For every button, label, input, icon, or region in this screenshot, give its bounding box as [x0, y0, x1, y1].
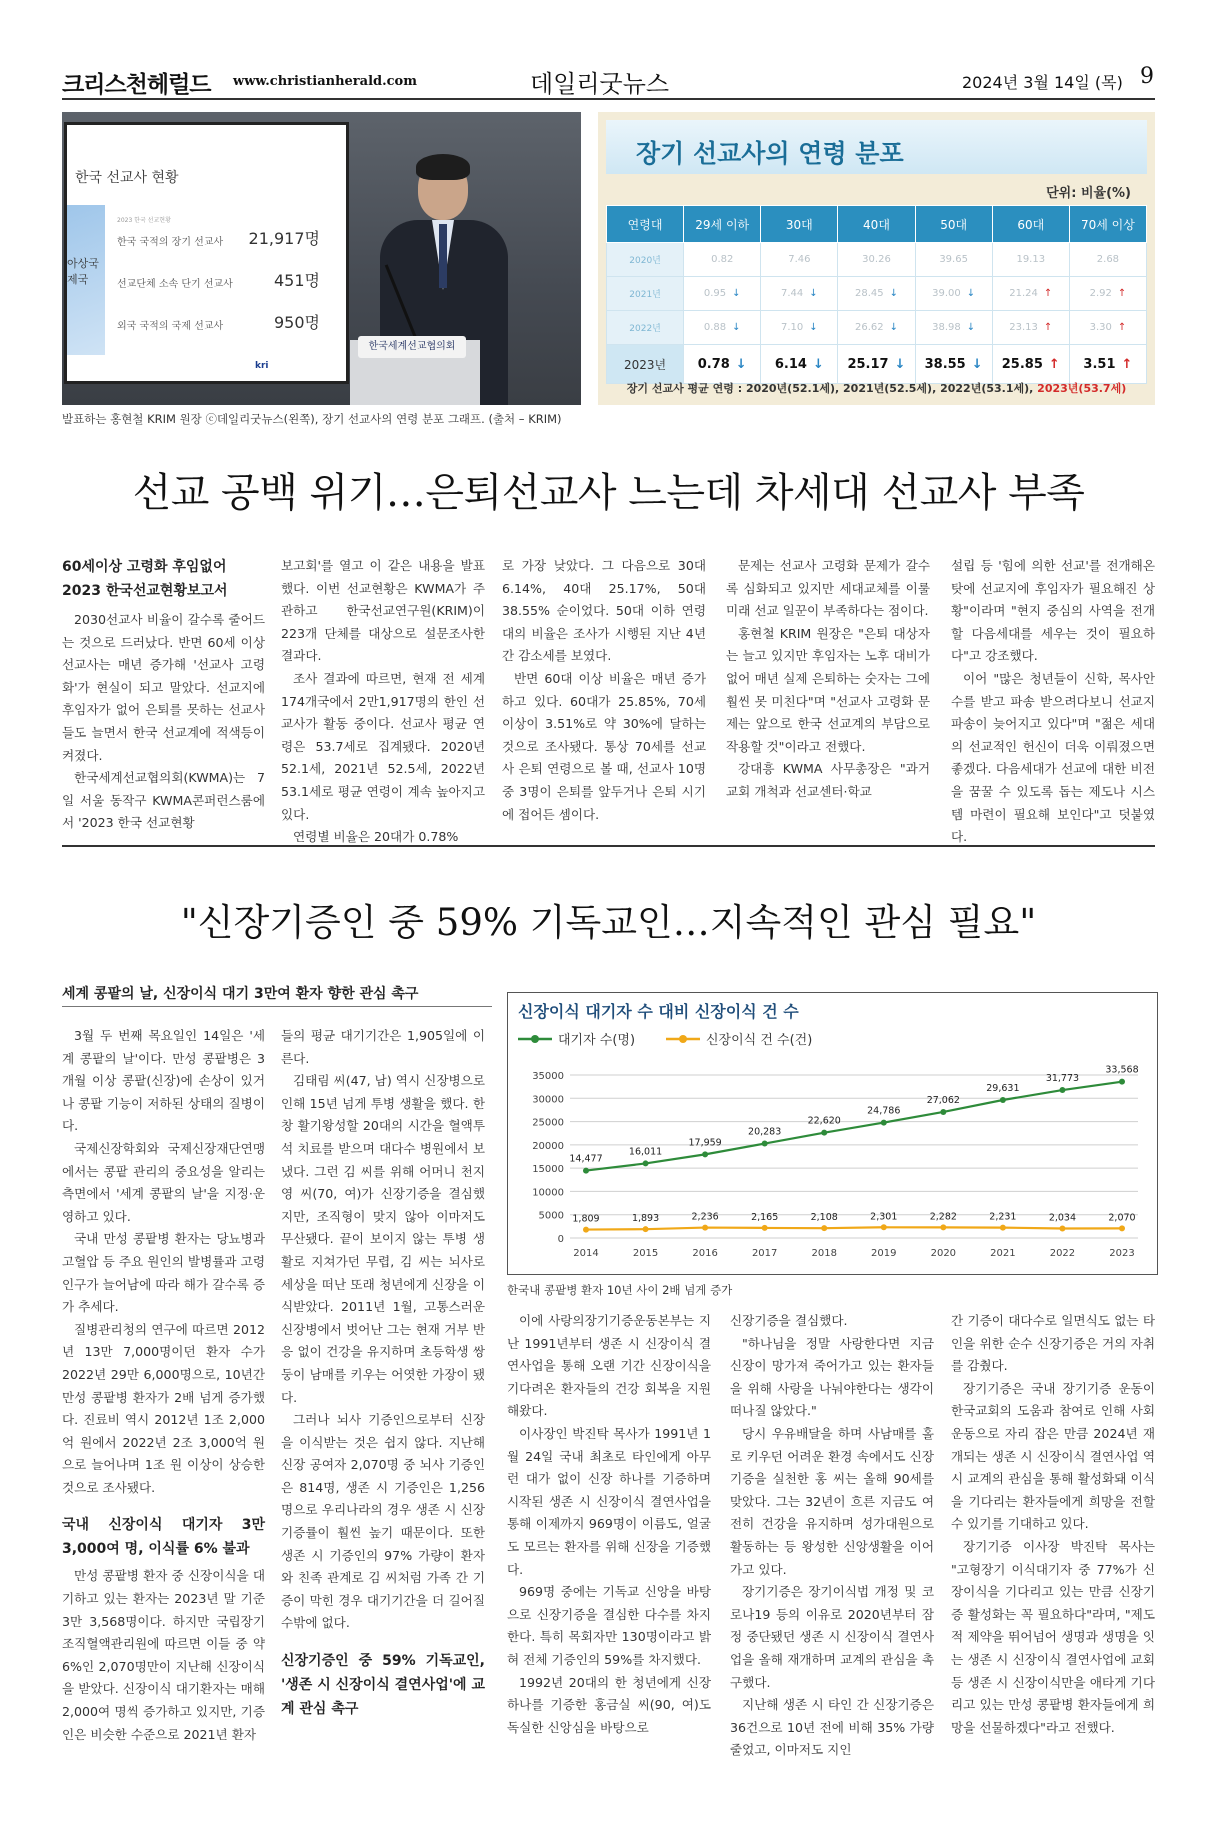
data-point: [702, 1151, 708, 1157]
map-label: 아상국: [67, 257, 99, 270]
arrow-up-icon: ↑: [1048, 356, 1060, 372]
data-label: 22,620: [807, 1115, 841, 1127]
article1-headline: 선교 공백 위기…은퇴선교사 느는데 차세대 선교사 부족: [132, 470, 1085, 516]
data-label: 33,568: [1105, 1064, 1139, 1076]
paragraph: 로 가장 낮았다. 그 다음으로 30대 6.14%, 40대 25.17%, 50대 38.55% 순이었다. 50대 이하 연령대의 비율은 조사가 시행된 지난 4년간 감소세를 보였다.: [502, 558, 706, 664]
article1-column-5: [951, 555, 1155, 849]
average-age-label: 장기 선교사 평균 연령 : 2020년(52.1세), 2021년(52.5세), 2022년(53.1세),: [626, 382, 1038, 395]
x-tick-label: 2022: [1049, 1248, 1076, 1259]
paragraph: 장기기증 이사장 박진탁 목사는 "고형장기 이식대기자 중 77%가 신장이식을 기다리고 있는 만큼 신장기증 활성화는 꼭 필요하다"라며, "제도적 제약을 뛰어넘어 생명과 생명을 잇는 생존 시 신장이식 결연사업에 교회 등 생존 시 신장이식만을 애타게 기다리고 있는 만성 콩팥병 환자들에게 희망을 선물하겠다"라고 전했다.: [951, 1538, 1155, 1735]
arrow-down-icon: ↓: [894, 356, 906, 372]
speaker-hair: [416, 154, 470, 180]
paragraph: 국내 만성 콩팥병 환자는 당뇨병과 고혈압 등 주요 원인의 발병률과 고령 인구가 늘어남에 따라 해가 갈수록 증가 추세다.: [62, 1231, 265, 1315]
paragraph: 3월 두 번째 목요일인 14일은 '세계 콩팥의 날'이다. 만성 콩팥병은 3개월 이상 콩팥(신장)에 손상이 있거나 콩팥 기능이 저하된 상태의 질병이다.: [62, 1028, 265, 1134]
paragraph: 1992년 20대의 한 청년에게 신장 하나를 기증한 홍금실 씨(90, 여)도 독실한 신앙심을 바탕으로: [507, 1674, 711, 1735]
paragraph: 당시 우유배달을 하며 사남매를 홀로 키우던 어려운 환경 속에서도 신장기증을 실천한 홍 씨는 올해 90세를 맞았다. 그는 32년이 흐른 지금도 여전히 건강을 유지하며 성가대원으로 활동하는 등 왕성한 신앙생활을 이어가고 있다.: [730, 1425, 934, 1577]
screen-row-label: 한국 국적의 장기 선교사: [117, 237, 224, 248]
transplant-chart-svg: [508, 993, 1156, 1273]
arrow-up-icon: ↑: [1117, 322, 1127, 333]
screen-row: [117, 229, 342, 248]
y-tick-label: 20000: [532, 1140, 564, 1152]
paragraph: 이사장인 박진탁 목사가 1991년 1월 24일 국내 최초로 타인에게 아무런 대가 없이 신장 하나를 기증하며 시작된 생존 시 신장이식 결연사업을 통해 이제까지 969명이 이름도, 얼굴도 모르는 환자를 위해 신장을 기증했다.: [507, 1425, 711, 1577]
age-table-cell: [684, 311, 761, 345]
arrow-down-icon: ↓: [732, 288, 741, 299]
section-divider: [62, 845, 1155, 847]
age-table-header: 60대: [992, 206, 1069, 243]
data-label: 29,631: [986, 1083, 1020, 1095]
y-tick-label: 5000: [538, 1210, 564, 1222]
paragraph: 홍현철 KRIM 원장은 "은퇴 대상자는 늘고 있지만 후임자는 노후 대비가 없어 매년 실제 은퇴하는 숫자는 그에 훨씬 못 미친다"며 "선교사 고령화 문제는 앞으로 한국 선교계의 부담으로 작용할 것"이라고 전했다.: [726, 625, 930, 754]
age-table-header: 50대: [915, 206, 992, 243]
age-table-year: 2021년: [607, 277, 684, 311]
age-table-value: 0.82: [711, 254, 734, 265]
article1-subhead: 2023 한국선교현황보고서: [62, 583, 228, 599]
x-tick-label: 2019: [871, 1248, 897, 1259]
y-tick-label: 0: [557, 1234, 564, 1245]
y-tick-label: 30000: [532, 1094, 564, 1106]
age-table-cell: [915, 277, 992, 311]
age-table-cell: [1069, 311, 1146, 345]
data-point: [643, 1160, 649, 1166]
x-tick-label: 2018: [811, 1248, 837, 1259]
data-label: 1,893: [631, 1213, 660, 1225]
presentation-screen: [64, 122, 349, 384]
paragraph: 그러나 뇌사 기증인으로부터 신장을 이식받는 것은 쉽지 않다. 지난해 신장 공여자 2,070명 중 뇌사 기증인은 814명, 생존 시 기증인은 1,256명으로 우리나라의 경우 생존 시 신장기증률이 훨씬 높기 때문이다. 또한 생존 시 기증인의 97% 가량이 환자와 친족 관계로 김 씨처럼 가족 간 기증이 막힌 경우 대기기간을 더 길어질 수밖에 없다.: [281, 1412, 485, 1631]
screen-tiny-text: 2023 한국 선교현황: [117, 217, 171, 224]
article1-column-2: [281, 555, 485, 849]
data-point: [1000, 1097, 1006, 1103]
paragraph: 장기기증은 국내 장기기증 운동이 한국교회의 도움과 참여로 인해 사회 운동으로 자리 잡은 만큼 2024년 재개되는 생존 시 신장이식 결연사업 역시 교계의 관심을 통해 활성화돼 이식을 기다리는 환자들에게 희망을 전할 수 있기를 기대하고 있다.: [951, 1380, 1155, 1532]
arrow-down-icon: ↓: [809, 288, 818, 299]
age-table-value: 21.24: [1009, 288, 1038, 299]
transplant-chart: [507, 992, 1158, 1275]
age-table-cell: [838, 345, 915, 384]
infographic-unit: 단위: 비율(%): [1046, 186, 1131, 201]
paragraph: 2030선교사 비율이 갈수록 줄어드는 것으로 드러났다. 반면 60세 이상 선교사는 매년 증가해 '선교사 고령화'가 현실이 되고 말았다. 선교지에 후임자가 없어 은퇴를 못하는 선교사들도 늘면서 한국 선교계에 적색등이 켜졌다.: [62, 612, 265, 763]
y-tick-label: 15000: [532, 1164, 564, 1176]
data-point: [1119, 1079, 1125, 1085]
age-table-row: [607, 345, 1147, 384]
data-point: [881, 1224, 887, 1230]
age-table-value: 7.46: [788, 254, 811, 265]
series-line: [586, 1082, 1122, 1171]
age-table-header: 30대: [761, 206, 838, 243]
arrow-down-icon: ↓: [966, 288, 976, 299]
photo-caption: 발표하는 홍현철 KRIM 원장 ⓒ데일리굿뉴스(왼쪽), 장기 선교사의 연령 분포 그래프. (출처 – KRIM): [62, 412, 562, 426]
paragraph: 만성 콩팥병 환자 중 신장이식을 대기하고 있는 환자는 2023년 말 기준 3만 3,568명이다. 하지만 국립장기조직혈액관리원에 따르면 이들 중 약 6%인 2,070명만이 지난해 신장이식을 받았다. 신장이식 대기환자는 매해 2,000여 명씩 증가하고 있지만, 기증인은 비슷한 수준으로 2021년 환자: [62, 1568, 265, 1742]
age-table-cell: [684, 243, 761, 277]
age-table-body: [607, 243, 1147, 384]
age-table-value: 6.14: [774, 356, 807, 372]
paragraph: 강대흥 KWMA 사무총장은 "과거 교회 개척과 선교센터·학교: [726, 761, 930, 799]
data-point: [1059, 1087, 1065, 1093]
age-table-cell: [838, 243, 915, 277]
article2-column-2: [281, 1025, 485, 1725]
age-table-cell: [684, 277, 761, 311]
article2-inline-subhead: 신장기증인 중 59% 기독교인, '생존 시 신장이식 결연사업'에 교계 관심 촉구: [281, 1653, 485, 1718]
arrow-down-icon: ↓: [966, 322, 976, 333]
paragraph: 지난해 생존 시 타인 간 신장기증은 36건으로 10년 전에 비해 35% 가량 줄었고, 이마저도 지인: [730, 1697, 934, 1758]
age-table: [606, 205, 1147, 384]
speaker-photo: [62, 112, 581, 405]
article2-column-5: [951, 1310, 1155, 1739]
data-label: 27,062: [926, 1094, 960, 1106]
data-label: 16,011: [628, 1146, 663, 1158]
x-tick-label: 2015: [632, 1248, 659, 1259]
age-table-value: 0.78: [697, 356, 730, 372]
age-table-cell: [761, 311, 838, 345]
age-table-value: 23.13: [1009, 322, 1038, 333]
age-table-row: [607, 277, 1147, 311]
legend-marker: [679, 1035, 687, 1043]
article2-column-3: [507, 1310, 711, 1739]
age-table-cell: [992, 311, 1069, 345]
screen-row-label: 외국 국적의 국제 선교사: [117, 321, 224, 332]
arrow-down-icon: ↓: [889, 322, 898, 333]
y-tick-label: 25000: [532, 1117, 564, 1129]
age-table-header: 70세 이상: [1069, 206, 1146, 243]
screen-title: 한국 선교사 현황: [75, 170, 179, 186]
age-table-cell: [915, 311, 992, 345]
map-label: 제국: [67, 273, 89, 286]
paragraph: 조사 결과에 따르면, 현재 전 세계 174개국에서 2만1,917명의 한인 선교사가 활동 중이다. 선교사 평균 연령은 53.7세로 집계됐다. 2020년 52.1세, 2021년 52.5세, 2022년 53.1세로 평균 연령이 계속 높아지고 있다.: [281, 670, 485, 822]
article1-column-3: [502, 555, 706, 826]
age-table-cell: [1069, 243, 1146, 277]
arrow-down-icon: ↓: [971, 356, 983, 372]
age-table-year: 2022년: [607, 311, 684, 345]
article1-column-1: [62, 555, 265, 835]
age-table-value: 28.45: [854, 288, 884, 299]
screen-row-value: 451명: [274, 271, 320, 290]
age-table-value: 26.62: [854, 322, 884, 333]
x-tick-label: 2017: [751, 1248, 778, 1259]
age-table-cell: [838, 311, 915, 345]
paragraph: 한국세계선교협의회(KWMA)는 7일 서울 동작구 KWMA콘퍼런스룸에서 '2023 한국 선교현황: [62, 770, 265, 831]
infographic-header: [606, 120, 1147, 174]
screen-row-value: 950명: [274, 313, 320, 332]
article1-subhead: 60세이상 고령화 후임없어: [62, 559, 227, 575]
data-point: [1119, 1225, 1125, 1231]
article2-subhead: 세계 콩팥의 날, 신장이식 대기 3만여 환자 향한 관심 촉구: [62, 986, 419, 1002]
masthead-logo: 크리스천헤럴드: [62, 71, 211, 98]
data-point: [821, 1130, 827, 1136]
arrow-down-icon: ↓: [809, 322, 818, 333]
age-table-value: 39.65: [939, 254, 968, 265]
age-table-value: 25.17: [847, 356, 889, 372]
screen-row-label: 선교단체 소속 단기 선교사: [117, 279, 233, 290]
age-table-value: 3.30: [1089, 322, 1112, 333]
age-table-value: 38.55: [924, 356, 966, 372]
x-tick-label: 2014: [573, 1248, 599, 1259]
data-label: 14,477: [569, 1153, 603, 1165]
age-table-cell: [761, 345, 838, 384]
x-tick-label: 2023: [1109, 1248, 1135, 1259]
article2-inline-subhead: 국내 신장이식 대기자 3만3,000여 명, 이식률 6% 불과: [62, 1517, 265, 1558]
age-table-header: 40대: [838, 206, 915, 243]
data-point: [1059, 1226, 1065, 1232]
paragraph: 연령별 비율은 20대가 0.78%: [293, 829, 459, 845]
chart-caption: 한국내 콩팥병 환자 10년 사이 2배 넘게 증가: [507, 1283, 733, 1297]
arrow-up-icon: ↑: [1043, 288, 1053, 299]
data-point: [940, 1109, 946, 1115]
paragraph: 보고회'를 열고 이 같은 내용을 발표했다. 이번 선교현황은 KWMA가 주관하고 한국선교연구원(KRIM)이 223개 단체를 대상으로 설문조사한 결과다.: [281, 558, 485, 664]
average-age-line: [598, 380, 1155, 396]
age-table-cell: [915, 345, 992, 384]
arrow-up-icon: ↑: [1043, 322, 1053, 333]
arrow-up-icon: ↑: [1117, 288, 1127, 299]
data-point: [762, 1141, 768, 1147]
age-table-value: 0.88: [703, 322, 727, 333]
data-label: 2,231: [989, 1211, 1017, 1223]
age-table-value: 3.51: [1083, 356, 1116, 372]
article2-headline: "신장기증인 중 59% 기독교인…지속적인 관심 필요": [180, 901, 1037, 944]
age-table-cell: [761, 277, 838, 311]
masthead-rule: [62, 98, 1155, 100]
data-point: [940, 1224, 946, 1230]
arrow-down-icon: ↓: [732, 322, 741, 333]
screen-logo: kri: [255, 361, 269, 371]
paragraph: 반면 60대 이상 비율은 매년 증가하고 있다. 60대가 25.85%, 70세 이상이 3.51%로 약 30%에 달하는 것으로 조사됐다. 통상 70세를 선교사 은퇴 연령으로 볼 때, 선교사 10명 중 3명이 은퇴를 앞두거나 은퇴 시기에 접어든 셈이다.: [502, 670, 706, 822]
data-point: [881, 1120, 887, 1126]
age-table-cell: [915, 243, 992, 277]
data-label: 1,809: [572, 1213, 600, 1225]
age-table-value: 25.85: [1001, 356, 1043, 372]
age-table-cell: [992, 345, 1069, 384]
paragraph: 장기기증은 장기이식법 개정 및 코로나19 등의 이유로 2020년부터 잠정 중단됐던 생존 시 신장이식 결연사업을 올해 재개하며 교계의 관심을 촉구했다.: [730, 1584, 934, 1690]
y-tick-label: 10000: [532, 1187, 564, 1199]
age-table-value: 39.00: [932, 288, 961, 299]
podium-sign: 한국세계선교협의회: [358, 336, 466, 358]
data-point: [583, 1227, 589, 1233]
series-line: [586, 1227, 1122, 1229]
screen-row-value: 21,917명: [248, 229, 320, 248]
data-point: [1000, 1225, 1006, 1231]
data-point: [643, 1226, 649, 1232]
age-table-value: 2.92: [1089, 288, 1112, 299]
data-label: 2,034: [1048, 1212, 1077, 1224]
y-tick-label: 35000: [532, 1071, 564, 1082]
paragraph: 신장기증을 결심했다.: [730, 1313, 848, 1328]
age-table-value: 7.10: [781, 322, 804, 333]
age-table-value: 19.13: [1016, 254, 1046, 265]
screen-row: [117, 313, 342, 332]
page-number: 9: [1140, 64, 1154, 89]
age-table-value: 0.95: [703, 288, 727, 299]
legend-label: 신장이식 건 수(건): [706, 1033, 813, 1048]
data-label: 2,070: [1108, 1212, 1136, 1224]
article2-column-1: [62, 1025, 265, 1746]
age-table-value: 2.68: [1096, 254, 1120, 265]
legend-label: 대기자 수(명): [558, 1033, 636, 1048]
arrow-down-icon: ↓: [812, 356, 824, 372]
age-table-header: 29세 이하: [684, 206, 761, 243]
chart-title: 신장이식 대기자 수 대비 신장이식 건 수: [518, 1002, 799, 1021]
average-age-highlight: 2023년(53.7세): [1037, 382, 1127, 395]
age-table-header: 연령대: [607, 206, 684, 243]
paragraph: 국제신장학회와 국제신장재단연맹에서는 콩팥 관리의 중요성을 알리는 측면에서 '세계 콩팥의 날'을 지정·운영하고 있다.: [62, 1140, 265, 1224]
x-tick-label: 2020: [930, 1248, 957, 1259]
data-label: 31,773: [1045, 1073, 1080, 1085]
masthead-section: 데일리굿뉴스: [530, 70, 670, 98]
age-table-year: 2023년: [607, 345, 684, 384]
age-table-row: [607, 311, 1147, 345]
data-label: 17,959: [688, 1137, 722, 1149]
data-label: 2,301: [870, 1211, 898, 1223]
data-point: [762, 1225, 768, 1231]
x-tick-label: 2016: [692, 1248, 718, 1259]
age-table-cell: [684, 345, 761, 384]
screen-row: [117, 271, 342, 290]
infographic-title: 장기 선교사의 연령 분포: [636, 139, 904, 168]
paragraph: "하나님을 정말 사랑한다면 지금 신장이 망가져 죽어가고 있는 환자들을 위해 사랑을 나눠야한다는 생각이 떠나질 않았다.": [730, 1335, 934, 1419]
age-table-cell: [761, 243, 838, 277]
data-point: [583, 1168, 589, 1174]
data-label: 2,236: [691, 1211, 719, 1223]
arrow-down-icon: ↓: [889, 288, 898, 299]
age-table-cell: [1069, 345, 1146, 384]
age-table-cell: [992, 243, 1069, 277]
masthead-url[interactable]: www.christianherald.com: [233, 74, 417, 89]
masthead-date: 2024년 3월 14일 (목): [962, 73, 1123, 92]
data-label: 2,165: [751, 1211, 779, 1223]
paragraph: 김태림 씨(47, 남) 역시 신장병으로 인해 15년 넘게 투병 생활을 했다. 한창 활기왕성할 20대의 시간을 혈액투석 치료를 받으며 대다수 병원에서 보냈다. 그런 김 씨를 위해 어머니 천지영 씨(70, 여)가 신장기증을 결심했지만, 조직형이 맞지 않아 이마저도 무산됐다. 끝이 보이지 않는 투병 생활로 지쳐가던 무렵, 김 씨는 뇌사로 세상을 떠난 또래 청년에게 신장을 이식받았다. 2011년 1월, 고통스러운 신장병에서 벗어난 그는 현재 거부 반응 없이 건강을 유지하며 초등학생 쌍둥이 남매를 키우는 어엿한 가장이 됐다.: [281, 1073, 485, 1405]
age-table-cell: [1069, 277, 1146, 311]
article2-column-4: [730, 1310, 934, 1762]
paragraph: 문제는 선교사 고령화 문제가 갈수록 심화되고 있지만 세대교체를 이룰 미래 선교 일꾼이 부족하다는 점이다.: [726, 558, 930, 619]
data-label: 2,108: [810, 1212, 838, 1224]
paragraph: 969명 중에는 기독교 신앙을 바탕으로 신장기증을 결심한 다수를 차지한다. 특히 목회자만 130명이라고 밝혀 전체 기증인의 59%를 차지했다.: [507, 1584, 711, 1667]
age-distribution-infographic: [598, 112, 1155, 405]
subhead-rule: [62, 1006, 492, 1007]
age-table-cell: [838, 277, 915, 311]
x-tick-label: 2021: [990, 1248, 1016, 1259]
data-point: [702, 1225, 708, 1231]
paragraph: 질병관리청의 연구에 따르면 2012년 13만 7,000명이던 환자 수가 2022년 29만 6,000명으로, 10년간 만성 콩팥병 환자가 2배 넘게 증가했다. 진료비 역시 2012년 1조 2,000억 원에서 2022년 2조 3,000억 원으로 늘어나며 1조 원 이상이 상승한 것으로 조사됐다.: [62, 1321, 265, 1495]
arrow-up-icon: ↑: [1121, 356, 1133, 372]
age-table-year: 2020년: [607, 243, 684, 277]
article1-column-4: [726, 555, 930, 804]
speaker-tie: [439, 224, 447, 288]
age-table-value: 38.98: [932, 322, 961, 333]
age-table-row: [607, 243, 1147, 277]
age-table-cell: [992, 277, 1069, 311]
data-label: 24,786: [867, 1105, 901, 1117]
paragraph: 설립 등 '힘에 의한 선교'를 전개해온 탓에 선교지에 후임자가 필요해진 상황"이라며 "현지 중심의 사역을 전개할 다음세대를 세우는 것이 필요하다"고 강조했다.: [951, 558, 1155, 664]
paragraph: 이에 사랑의장기기증운동본부는 지난 1991년부터 생존 시 신장이식 결연사업을 통해 오랜 기간 신장이식을 기다려온 환자들의 건강 회복을 지원해왔다.: [507, 1313, 711, 1419]
arrow-down-icon: ↓: [735, 356, 747, 372]
age-table-value: 7.44: [781, 288, 804, 299]
paragraph: 이어 "많은 청년들이 신학, 목사안수를 받고 파송 받으려다보니 선교지 파송이 늦어지고 있다"며 "젊은 세대의 선교적인 헌신이 더욱 이뤄졌으면 좋겠다. 다음세대가 선교에 대한 비전을 꿈꿀 수 있도록 돕는 제도나 시스템 마련이 필요해 보인다"고 덧붙였다.: [951, 670, 1155, 845]
age-table-value: 30.26: [862, 254, 891, 265]
data-label: 2,282: [929, 1211, 957, 1223]
paragraph: 간 기증이 대다수로 일면식도 없는 타인을 위한 순수 신장기증은 거의 자취를 감췄다.: [951, 1313, 1155, 1374]
legend-marker: [531, 1035, 539, 1043]
data-point: [821, 1225, 827, 1231]
paragraph: 들의 평균 대기기간은 1,905일에 이른다.: [281, 1028, 485, 1066]
data-label: 20,283: [748, 1126, 782, 1138]
